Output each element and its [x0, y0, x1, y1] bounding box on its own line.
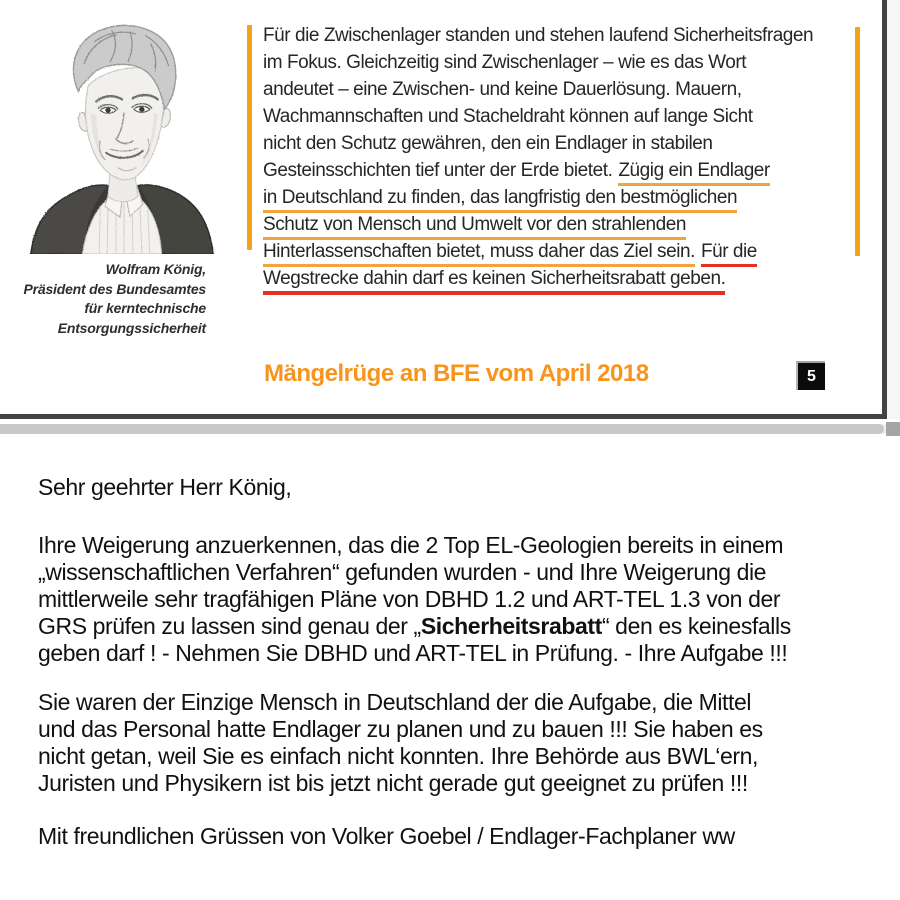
horizontal-scrollbar-thumb[interactable] — [0, 424, 884, 434]
portrait-caption — [8, 260, 206, 338]
viewer-gutter — [887, 0, 900, 419]
quote-bar-left — [247, 25, 252, 250]
slide-heading: Mängelrüge an BFE vom April 2018 — [264, 360, 649, 387]
letter-closing: Mit freundlichen Grüssen von Volker Goebel / Endlager-Fachplaner ww — [38, 823, 735, 849]
caption-line: Präsident des Bundesamtes — [23, 280, 206, 297]
quote-line: andeutet – eine Zwischen- und keine Dauerlösung. Mauern, — [263, 79, 742, 100]
quote-line: nicht den Schutz gewähren, den ein Endlager in stabilen — [263, 133, 713, 154]
quote-line: Wachmannschaften und Stacheldraht können auf lange Sicht — [263, 106, 753, 127]
letter-line: und das Personal hatte Endlager zu planen und zu bauen !!! Sie haben es — [38, 716, 763, 742]
letter-line: Sie waren der Einzige Mensch in Deutschland der die Aufgabe, die Mittel — [38, 689, 752, 715]
letter-paragraph-1 — [38, 532, 791, 667]
letter-line: Ihre Weigerung anzuerkennen, das die 2 Top EL-Geologien bereits in einem — [38, 532, 784, 558]
portrait-sketch — [26, 22, 218, 254]
caption-line: Entsorgungssicherheit — [57, 319, 206, 336]
slide-border-bottom — [0, 414, 887, 419]
letter-line: „wissenschaftlichen Verfahren“ gefunden wurden - und Ihre Weigerung die — [38, 559, 767, 585]
quote-block — [263, 22, 859, 292]
caption-line: für kerntechnische — [84, 300, 206, 316]
quote-line: Gesteinsschichten tief unter der Erde bietet. Zügig ein Endlager — [263, 157, 859, 184]
letter-salutation: Sehr geehrter Herr König, — [38, 474, 292, 500]
quote-line: im Fokus. Gleichzeitig sind Zwischenlager – wie es das Wort — [263, 52, 747, 73]
letter-line: nicht getan, weil Sie es einfach nicht konnten. Ihre Behörde aus BWL‘ern, — [38, 743, 759, 769]
page-number-badge: 5 — [796, 361, 825, 390]
letter-line: mittlerweile sehr tragfähigen Pläne von DBHD 1.2 und ART-TEL 1.3 von der — [38, 586, 781, 612]
letter-line: GRS prüfen zu lassen sind genau der „Sicherheitsrabatt“ den es keinesfalls — [38, 613, 791, 639]
quote-line: Schutz von Mensch und Umwelt vor den strahlenden — [263, 211, 859, 238]
caption-line: Wolfram König, — [105, 261, 206, 277]
quote-line: Für die Zwischenlager standen und stehen laufend Sicherheitsfragen — [263, 25, 814, 46]
quote-line: Wegstrecke dahin darf es keinen Sicherheitsrabatt geben. — [263, 265, 859, 292]
letter-line: Juristen und Physikern ist bis jetzt nicht gerade gut geeignet zu prüfen !!! — [38, 770, 748, 796]
quote-line: in Deutschland zu finden, das langfristig den bestmöglichen — [263, 184, 859, 211]
letter-paragraph-2 — [38, 689, 763, 797]
scrollbar-corner — [886, 422, 900, 436]
quote-line: Hinterlassenschaften bietet, muss daher das Ziel sein. Für die — [263, 238, 859, 265]
letter-line: geben darf ! - Nehmen Sie DBHD und ART-TEL in Prüfung. - Ihre Aufgabe !!! — [38, 640, 788, 666]
slide-area — [0, 0, 883, 415]
